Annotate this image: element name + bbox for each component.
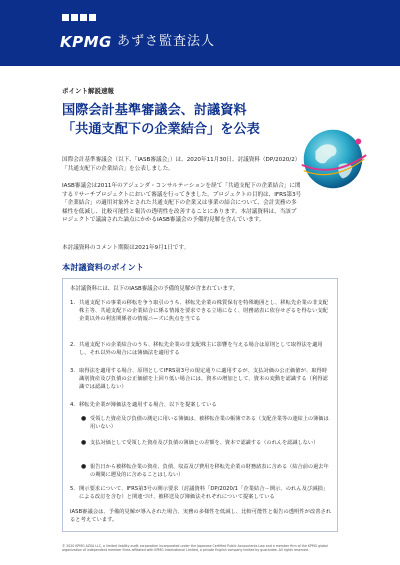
kpmg-logo-mark — [62, 14, 96, 21]
key-points-box — [62, 278, 338, 532]
title-line-2: 「共通支配下の企業結合」を公表 — [62, 122, 260, 137]
bullet-text: 受領した資産及び負債の測定に用いる簿価は、被移転企業の帳簿である（支配企業等の連結上の簿価は用いない） — [90, 416, 329, 430]
section-tag: ポイント解説速報 — [62, 87, 114, 95]
item-number: 1. — [70, 300, 76, 306]
deadline-paragraph: 本討議資料のコメント期限は2021年9月1日です。 — [62, 245, 190, 251]
document-title — [62, 101, 332, 139]
item-text: 共通支配下の事業の移転を争う取引のうち、移転先企業の株質保有を特殊範囲とし、移転先企業の非支配株主等、共通支配下の企業結合に係る情報を要求できる立場になく、財務諸表に依存せざるを得ない支配企業以外の利害関係者の情報ニーズに焦点を当てる — [79, 300, 328, 323]
item-number: 5. — [70, 486, 76, 492]
title-line-1: 国際会計基準審議会、討議資料 — [62, 103, 247, 118]
sub-bullet — [81, 463, 331, 479]
kpmg-logo-text: KPMG — [60, 33, 112, 51]
item-text: 移転先企業が簿価法を適用する場合、以下を提案している — [79, 402, 217, 408]
globe-illustration — [294, 120, 372, 198]
copyright-footer: © 2020 KPMG AZSA LLC, a limited liability audit corporation incorporated under the Japanese Certified Public Accountants Law and a member firm of the KPMG global organization of independent member firms affiliated with KPMG International Limited, a private English company limited by guarantee. All rights reserved. — [62, 544, 328, 553]
box-closing: IASB審議会は、予備的見解が導入された場合、実務の多様性を低減し、比較可能性と報告の透明性が改善されると考えています。 — [70, 509, 332, 524]
intro-paragraph: 国際会計基準審議会（以下、「IASB審議会」）は、2020年11月30日、討議資料（DP/2020/2）「共通支配下の企業結合」を公表しました。 — [62, 157, 301, 172]
page-header — [0, 0, 400, 66]
sub-bullet — [81, 439, 331, 447]
points-heading: 本討議資料のポイント — [62, 262, 144, 272]
bullet-text: 報告日から被移転企業の資産、負債、収益及び費用を移転先企業の財務諸表に含める（結合前の過去年の期間に遡及的に含めることはしない） — [90, 464, 329, 478]
list-item — [70, 485, 332, 501]
item-text: 取得法を適用する場合、原則としてIFRS第3号の規定通りに適用するが、支払対価の公正価値が、取得時識別資産及び負債の公正価値を上回り低い場合には、資本の増加として、資本の変動を認識する（利得認識では認識しない） — [79, 368, 328, 391]
list-item — [70, 299, 332, 323]
bullet-dot-icon: ● — [81, 415, 87, 422]
item-text: 開示要求について、IFRS第3号の開示要求（討議資料「DP/2020/1「企業結合－開示、のれん及び減損」による改訂を含む）と関連づけ、被移送及び簿価法それぞれについて提案している — [79, 486, 329, 501]
firm-name: あずさ監査法人 — [117, 34, 216, 49]
item-number: 4. — [70, 402, 76, 408]
item-number: 3. — [70, 368, 76, 374]
list-item — [70, 401, 332, 409]
list-item — [70, 367, 332, 391]
bullet-dot-icon: ● — [81, 463, 87, 470]
box-intro: 本討議資料には、以下のIASB審議会の予備的見解が含まれています。 — [70, 286, 239, 292]
list-item — [70, 341, 332, 357]
bullet-text: 支払対価として受領した資産及び負債の簿価との差額を、資本で認識する（のれんを認識しない） — [90, 440, 319, 446]
bullet-dot-icon: ● — [81, 439, 87, 446]
item-number: 2. — [70, 342, 76, 348]
background-paragraph: IASB審議会は2011年のアジェンダ・コンサルテーションを経て「共通支配下の企業結合」に関するリサーチプロジェクトにおいて審議を行ってきました。プロジェクトの目的は、IFRS第3号「企業結合」の適用対象外とされた共通支配下の企業又は事業の結合について、会計実務の多様性を低減し、比較可能性と報告の透明性を改善することにあります。本討議資料は、当該プロジェクトで議論された論点にかかるIASB審議会の予備的見解を含んでいます。 — [62, 183, 302, 224]
item-text: 共通支配下の企業結合のうち、移転先企業の非支配株主に影響を与える場合は原則として取得法を適用し、それ以外の場合には簿価法を適用する — [79, 342, 323, 357]
sub-bullet — [81, 415, 331, 431]
